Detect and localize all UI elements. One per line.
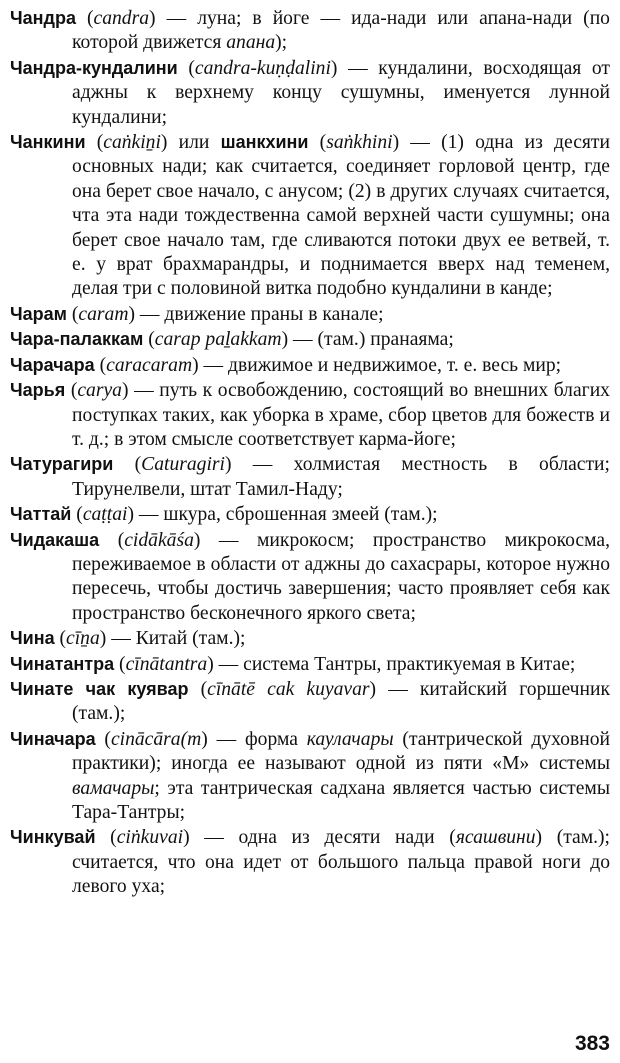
glossary-entry: Чинкувай (ciṅkuvai) — одна из десяти нади (ясашвини) (там.); считается, что она идет от большого пальца правой ноги до левого уха; <box>10 827 610 898</box>
entry-term: Чина <box>10 628 55 649</box>
glossary-entry: Чинате чак куявар (cīnātē cak kuyavar) — китайский горшечник (там.); <box>10 678 611 725</box>
entry-definition: — луна; в йоге — ида-нади или апана-нади (по которой движется <box>72 8 610 54</box>
entry-emphasis: апана <box>226 32 276 54</box>
glossary-entry: Чарам (caram) — движение праны в канале; <box>10 303 384 325</box>
entry-term: Чанкини <box>10 132 86 153</box>
glossary-entry: Чина (cīṉa) — Китай (там.); <box>10 628 246 650</box>
entry-definition: — кундалини, восходящая от аджны к верхнему концу сушумны, именуется лунной кундалини; <box>72 57 610 128</box>
glossary-entry: Чандра-кундалини (candra-kuṇḍalini) — кундалини, восходящая от аджны к верхнему концу сушумны, именуется лунной кундалини; <box>10 57 610 128</box>
entry-term: Чандра <box>10 8 76 28</box>
glossary-entry: Чаттай (caṭṭai) — шкура, сброшенная змеей (там.); <box>10 504 438 526</box>
entry-transliteration: caram <box>78 303 129 325</box>
entry-transliteration: Caturagiri <box>141 454 225 476</box>
entry-definition: ); <box>275 32 288 54</box>
entry-term: Чандра-кундалини <box>10 57 178 78</box>
entry-term: Чарам <box>10 303 67 324</box>
glossary-entry: Чарья (carya) — путь к освобождению, состоящий во внешних благих поступках таких, как уборка в храме, сбор цветов для божеств и т. д.; в этом смысле соответствует карма-йоге; <box>10 380 610 450</box>
entry-term: Чинатантра <box>10 653 115 674</box>
glossary-entry: Чанкини (caṅkiṉi) или шанкхини (saṅkhini) — (1) одна из десяти основных нади; как считается, соединяет горловой центр, где она берет свое начало, с анусом; (2) в других случаях считается, чта эта нади тождественна самой верхней части сушумны; она берет свое начало там, где сливаются потоки двух ее ветвей, т. е. у врат брахмарандры, и поднимается вверх над теменем, делая три с половиной витка подобно кундалини в канде; <box>10 132 610 300</box>
entry-definition: ( <box>308 132 327 154</box>
entry-term: Чидакаша <box>10 529 100 550</box>
glossary-entry: Чиначара (cināсāra(m) — форма каулачары (тантрической духовной практики); иногда ее называют одной из пяти «М» системы вамачары; эта тантрическая садхана является частью системы Тара-Тантры; <box>10 728 610 823</box>
entry-term: Чарачара <box>10 354 95 375</box>
entry-transliteration: cīṉa <box>66 628 100 650</box>
glossary-entry: Чарачара (caracaram) — движимое и недвижимое, т. е. весь мир; <box>10 354 562 376</box>
entry-transliteration: caṅkiṉi <box>103 132 161 154</box>
page-number: 383 <box>574 1032 610 1055</box>
glossary-entry: Чидакаша (cidākāśa) — микрокосм; пространство микрокосма, переживаемое в области от аджны до сахасрары, которое нужно пересечь, чтобы достичь завершения; часто проявляет себя как пространство бесконечного яркого света; <box>10 529 610 624</box>
entry-transliteration: caṭṭai <box>82 504 128 526</box>
entry-definition: — форма <box>207 728 307 750</box>
glossary-entry: Чара-палаккам (carap paḻakkam) — (там.) пранаяма; <box>10 329 454 351</box>
entry-definition: — движимое и недвижимое, т. е. весь мир; <box>198 354 562 376</box>
entry-term: Чиначара <box>10 728 96 749</box>
entry-transliteration: caracaram <box>106 354 193 376</box>
entry-definition: ) (там.); считается, что она идет от большого пальца правой ноги до левого уха; <box>72 827 610 898</box>
entry-emphasis: ясашвини <box>455 827 536 849</box>
entry-definition: — шкура, сброшенная змеей (там.); <box>133 504 438 526</box>
entry-term: Чарья <box>10 380 66 401</box>
entry-definition: или <box>167 132 221 154</box>
entry-transliteration: carya <box>77 380 122 402</box>
entry-term: Чаттай <box>10 504 72 525</box>
entry-definition: — (там.) пранаяма; <box>288 329 454 351</box>
entry-definition: — система Тантры, практикуемая в Китае; <box>213 653 576 675</box>
entry-definition: ; эта тантрическая садхана является частью системы Тара-Тантры; <box>72 777 610 823</box>
entry-transliteration: cināсāra(m <box>110 728 202 750</box>
entry-definition: — одна из десяти нади ( <box>189 827 456 849</box>
entry-transliteration: candra <box>93 8 150 29</box>
entry-transliteration: cīnātantra <box>125 653 208 675</box>
entry-emphasis: saṅkhini <box>326 132 393 154</box>
entry-emphasis: каулачары <box>306 728 394 750</box>
entry-definition: ) — (1) одна из десяти основных нади; как считается, соединяет горловой центр, где она берет свое начало, с анусом; (2) в других случаях считается, чта эта нади тождественна самой верхней части сушумны; она берет свое начало там, где сливаются потоки двух ее ветвей, т. е. у врат брахмарандры, и поднимается вверх над теменем, делая три с половиной витка подобно кундалини в канде; <box>72 132 610 300</box>
entry-definition: — путь к освобождению, состоящий во внешних благих поступках таких, как уборка в храме, сбор цветов для божеств и т. д.; в этом смысле соответствует карма-йоге; <box>72 380 610 450</box>
entry-transliteration: ciṅkuvai <box>116 827 184 849</box>
entry-emphasis: вамачары <box>72 777 155 799</box>
entry-definition: — микрокосм; пространство микрокосма, переживаемое в области от аджны до сахасрары, которое нужно пересечь, чтобы достичь завершения; часто проявляет себя как пространство бесконечного яркого света; <box>72 529 610 624</box>
glossary-entries <box>10 6 610 900</box>
entry-definition: — движение праны в канале; <box>135 303 384 325</box>
entry-definition: — холмистая местность в области; Тирунелвели, штат Тамил-Наду; <box>72 454 610 500</box>
entry-transliteration: cīnātē cak kuyavar <box>207 678 370 700</box>
entry-term: Чинкувай <box>10 827 96 848</box>
entry-definition: — китайский горшечник (там.); <box>72 678 611 725</box>
glossary-entry: Чатурагири (Caturagiri) — холмистая местность в области; Тирунелвели, штат Тамил-Наду; <box>10 454 610 500</box>
entry-definition: — Китай (там.); <box>106 628 246 650</box>
entry-definition: (тантрической духовной практики); иногда ее называют одной из пяти «М» системы <box>72 728 610 775</box>
entry-term: Чинате чак куявар <box>10 678 189 699</box>
entry-transliteration: candra-kuṇḍalini <box>194 57 331 79</box>
glossary-entry: Чинатантра (cīnātantra) — система Тантры, практикуемая в Китае; <box>10 653 576 675</box>
entry-transliteration: carap paḻakkam <box>154 329 282 351</box>
entry-synonym-term: шанкхини <box>220 132 309 153</box>
entry-term: Чара-палаккам <box>10 329 144 350</box>
entry-transliteration: cidākāśa <box>124 529 194 551</box>
entry-term: Чатурагири <box>10 454 114 475</box>
glossary-entry: Чандра (candra) — луна; в йоге — ида-нади или апана-нади (по которой движется апана); <box>10 8 610 54</box>
